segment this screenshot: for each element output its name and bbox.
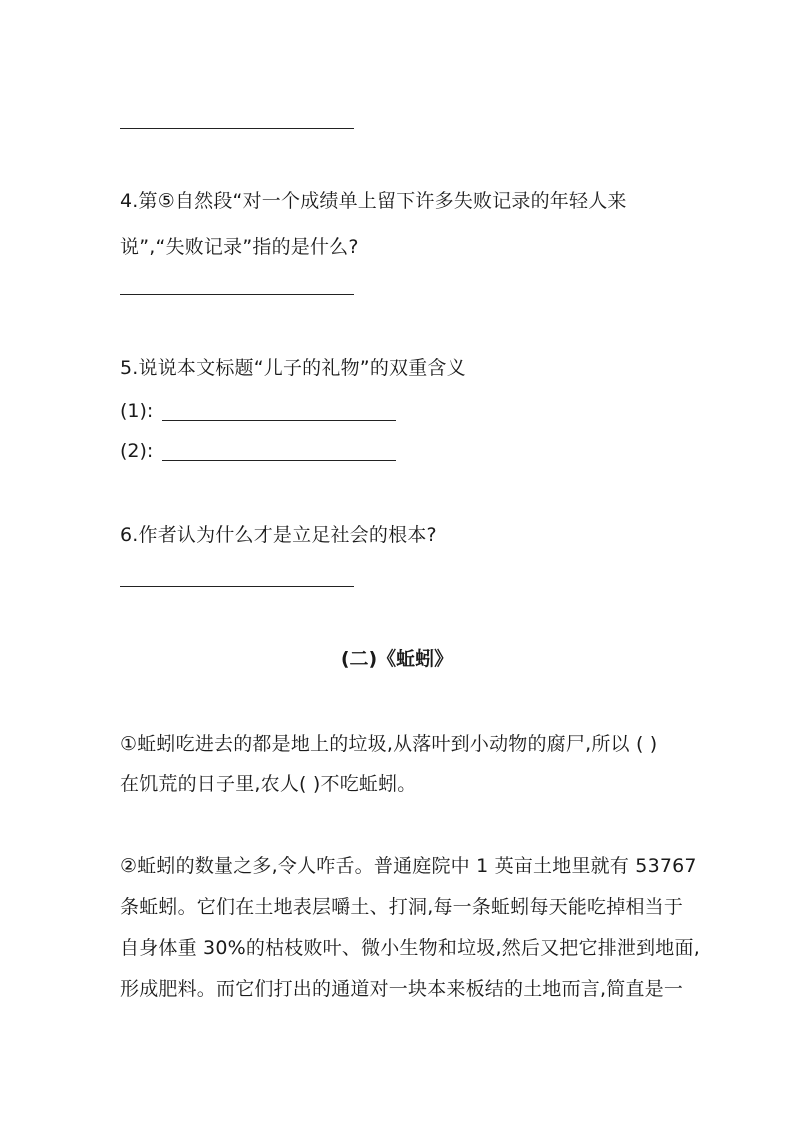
- question-6-line-1: 6.作者认为什么才是立足社会的根本?: [120, 524, 437, 546]
- question-5-sub-1-label: (1):: [120, 400, 154, 422]
- answer-line-q4[interactable]: [120, 294, 354, 295]
- answer-line-q6[interactable]: [120, 586, 354, 587]
- question-5-sub-2-label: (2):: [120, 440, 154, 462]
- section-2-title: (二)《蚯蚓》: [340, 648, 454, 670]
- paragraph-1-line-1: ①蚯蚓吃进去的都是地上的垃圾,从落叶到小动物的腐尸,所以 ( ): [120, 733, 658, 755]
- answer-line-q5-1[interactable]: [162, 420, 396, 421]
- paragraph-2-line-3: 自身体重 30%的枯枝败叶、微小生物和垃圾,然后又把它排泄到地面,: [120, 937, 700, 959]
- paragraph-1-line-2: 在饥荒的日子里,农人( )不吃蚯蚓。: [120, 773, 417, 795]
- answer-line-q5-2[interactable]: [162, 460, 396, 461]
- question-4-line-1: 4.第⑤自然段“对一个成绩单上留下许多失败记录的年轻人来: [120, 190, 627, 212]
- answer-line-q3[interactable]: [120, 128, 354, 129]
- paragraph-2-line-2: 条蚯蚓。它们在土地表层嚼土、打洞,每一条蚯蚓每天能吃掉相当于: [120, 896, 684, 918]
- paragraph-2-line-4: 形成肥料。而它们打出的通道对一块本来板结的土地而言,简直是一: [120, 978, 684, 1000]
- question-5-line-1: 5.说说本文标题“儿子的礼物”的双重含义: [120, 357, 466, 379]
- question-4-line-2: 说”,“失败记录”指的是什么?: [120, 236, 359, 258]
- paragraph-2-line-1: ②蚯蚓的数量之多,令人咋舌。普通庭院中 1 英亩土地里就有 53767: [120, 855, 697, 877]
